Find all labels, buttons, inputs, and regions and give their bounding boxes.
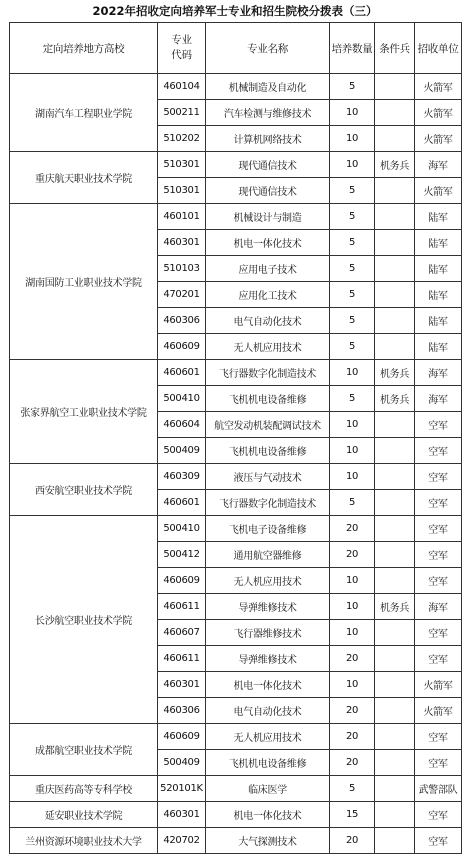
quota-cell: 5 [330, 282, 375, 308]
code-cell: 470201 [158, 282, 206, 308]
quota-cell: 5 [330, 334, 375, 360]
major-cell: 机电一体化技术 [206, 672, 330, 698]
code-cell: 510103 [158, 256, 206, 282]
code-cell: 500409 [158, 750, 206, 776]
code-cell: 460104 [158, 74, 206, 100]
unit-cell: 空军 [415, 724, 462, 750]
table-row [10, 74, 462, 100]
unit-cell: 空军 [415, 620, 462, 646]
quota-cell: 10 [330, 464, 375, 490]
code-cell: 510202 [158, 126, 206, 152]
code-cell: 460601 [158, 490, 206, 516]
quota-cell: 20 [330, 542, 375, 568]
major-cell: 飞行器维修技术 [206, 620, 330, 646]
unit-cell: 陆军 [415, 230, 462, 256]
table-body [10, 74, 462, 854]
quota-cell: 5 [330, 386, 375, 412]
major-cell: 飞行器数字化制造技术 [206, 490, 330, 516]
condition-cell [375, 74, 415, 100]
major-cell: 机电一体化技术 [206, 802, 330, 828]
quota-cell: 10 [330, 100, 375, 126]
condition-cell [375, 698, 415, 724]
code-cell: 460301 [158, 672, 206, 698]
major-cell: 大气探测技术 [206, 828, 330, 854]
unit-cell: 火箭军 [415, 698, 462, 724]
school-cell: 湖南国防工业职业技术学院 [10, 204, 158, 360]
table-row [10, 516, 462, 542]
condition-cell [375, 126, 415, 152]
major-cell: 飞机机电设备维修 [206, 750, 330, 776]
school-cell: 成都航空职业技术学院 [10, 724, 158, 776]
quota-cell: 10 [330, 438, 375, 464]
school-cell: 重庆医药高等专科学校 [10, 776, 158, 802]
quota-cell: 20 [330, 698, 375, 724]
quota-cell: 5 [330, 230, 375, 256]
condition-cell [375, 308, 415, 334]
school-cell: 长沙航空职业技术学院 [10, 516, 158, 724]
unit-cell: 空军 [415, 516, 462, 542]
unit-cell: 陆军 [415, 334, 462, 360]
code-cell: 460306 [158, 698, 206, 724]
header-major: 专业名称 [206, 23, 330, 74]
condition-cell [375, 776, 415, 802]
quota-cell: 5 [330, 74, 375, 100]
school-cell: 张家界航空工业职业技术学院 [10, 360, 158, 464]
quota-cell: 10 [330, 152, 375, 178]
code-cell: 460607 [158, 620, 206, 646]
code-cell: 460604 [158, 412, 206, 438]
major-cell: 无人机应用技术 [206, 724, 330, 750]
code-cell: 460309 [158, 464, 206, 490]
condition-cell [375, 490, 415, 516]
code-cell: 510301 [158, 152, 206, 178]
header-condition: 条件兵 [375, 23, 415, 74]
condition-cell [375, 750, 415, 776]
unit-cell: 火箭军 [415, 672, 462, 698]
condition-cell [375, 724, 415, 750]
code-cell: 500412 [158, 542, 206, 568]
major-cell: 应用化工技术 [206, 282, 330, 308]
major-cell: 无人机应用技术 [206, 334, 330, 360]
code-cell: 460611 [158, 646, 206, 672]
school-cell: 重庆航天职业技术学院 [10, 152, 158, 204]
unit-cell: 空军 [415, 646, 462, 672]
code-cell: 460601 [158, 360, 206, 386]
unit-cell: 海军 [415, 360, 462, 386]
quota-cell: 5 [330, 204, 375, 230]
code-cell: 520101K [158, 776, 206, 802]
table-row [10, 152, 462, 178]
major-cell: 导弹维修技术 [206, 646, 330, 672]
major-cell: 现代通信技术 [206, 152, 330, 178]
quota-cell: 5 [330, 490, 375, 516]
condition-cell [375, 438, 415, 464]
major-cell: 应用电子技术 [206, 256, 330, 282]
major-cell: 飞机电子设备维修 [206, 516, 330, 542]
quota-cell: 10 [330, 620, 375, 646]
code-cell: 460101 [158, 204, 206, 230]
school-cell: 延安职业技术学院 [10, 802, 158, 828]
school-cell: 西安航空职业技术学院 [10, 464, 158, 516]
header-quota: 培养数量 [330, 23, 375, 74]
condition-cell [375, 802, 415, 828]
header-code-line1: 专业 [171, 34, 192, 46]
quota-cell: 20 [330, 516, 375, 542]
header-row [10, 23, 462, 74]
condition-cell [375, 256, 415, 282]
condition-cell: 机务兵 [375, 386, 415, 412]
unit-cell: 武警部队 [415, 776, 462, 802]
unit-cell: 火箭军 [415, 178, 462, 204]
code-cell: 460609 [158, 724, 206, 750]
table-row [10, 802, 462, 828]
document-title: 2022年招收定向培养军士专业和招生院校分拨表（三） [92, 4, 378, 18]
quota-cell: 20 [330, 828, 375, 854]
unit-cell: 海军 [415, 152, 462, 178]
quota-cell: 10 [330, 672, 375, 698]
unit-cell: 火箭军 [415, 126, 462, 152]
condition-cell: 机务兵 [375, 594, 415, 620]
unit-cell: 空军 [415, 412, 462, 438]
quota-cell: 20 [330, 724, 375, 750]
unit-cell: 空军 [415, 802, 462, 828]
code-cell: 460301 [158, 230, 206, 256]
allocation-table [9, 22, 462, 854]
condition-cell [375, 412, 415, 438]
unit-cell: 空军 [415, 568, 462, 594]
header-unit: 招收单位 [415, 23, 462, 74]
major-cell: 通用航空器维修 [206, 542, 330, 568]
condition-cell [375, 542, 415, 568]
condition-cell [375, 568, 415, 594]
quota-cell: 10 [330, 360, 375, 386]
table-row [10, 828, 462, 854]
unit-cell: 火箭军 [415, 74, 462, 100]
unit-cell: 空军 [415, 828, 462, 854]
code-cell: 460301 [158, 802, 206, 828]
condition-cell [375, 672, 415, 698]
condition-cell [375, 646, 415, 672]
header-code [158, 23, 206, 74]
school-cell: 湖南汽车工程职业学院 [10, 74, 158, 152]
code-cell: 500211 [158, 100, 206, 126]
unit-cell: 海军 [415, 594, 462, 620]
table-row [10, 204, 462, 230]
condition-cell [375, 204, 415, 230]
major-cell: 现代通信技术 [206, 178, 330, 204]
major-cell: 汽车检测与维修技术 [206, 100, 330, 126]
major-cell: 飞行器数字化制造技术 [206, 360, 330, 386]
quota-cell: 20 [330, 646, 375, 672]
condition-cell: 机务兵 [375, 360, 415, 386]
code-cell: 500409 [158, 438, 206, 464]
header-code-line2: 代码 [171, 49, 192, 61]
school-cell: 兰州资源环境职业技术大学 [10, 828, 158, 854]
major-cell: 机械制造及自动化 [206, 74, 330, 100]
quota-cell: 5 [330, 178, 375, 204]
unit-cell: 空军 [415, 542, 462, 568]
quota-cell: 5 [330, 256, 375, 282]
code-cell: 460611 [158, 594, 206, 620]
unit-cell: 火箭军 [415, 100, 462, 126]
unit-cell: 陆军 [415, 308, 462, 334]
condition-cell [375, 464, 415, 490]
code-cell: 460306 [158, 308, 206, 334]
quota-cell: 5 [330, 308, 375, 334]
major-cell: 计算机网络技术 [206, 126, 330, 152]
major-cell: 航空发动机装配调试技术 [206, 412, 330, 438]
code-cell: 420702 [158, 828, 206, 854]
condition-cell: 机务兵 [375, 152, 415, 178]
quota-cell: 5 [330, 776, 375, 802]
code-cell: 500410 [158, 516, 206, 542]
table-row [10, 776, 462, 802]
unit-cell: 空军 [415, 464, 462, 490]
major-cell: 机电一体化技术 [206, 230, 330, 256]
table-row [10, 464, 462, 490]
major-cell: 电气自动化技术 [206, 308, 330, 334]
unit-cell: 海军 [415, 386, 462, 412]
code-cell: 500410 [158, 386, 206, 412]
unit-cell: 陆军 [415, 282, 462, 308]
major-cell: 无人机应用技术 [206, 568, 330, 594]
quota-cell: 10 [330, 568, 375, 594]
condition-cell [375, 828, 415, 854]
unit-cell: 陆军 [415, 256, 462, 282]
quota-cell: 15 [330, 802, 375, 828]
condition-cell [375, 178, 415, 204]
major-cell: 导弹维修技术 [206, 594, 330, 620]
quota-cell: 10 [330, 126, 375, 152]
major-cell: 液压与气动技术 [206, 464, 330, 490]
header-school: 定向培养地方高校 [10, 23, 158, 74]
condition-cell [375, 100, 415, 126]
code-cell: 460609 [158, 334, 206, 360]
unit-cell: 空军 [415, 490, 462, 516]
unit-cell: 陆军 [415, 204, 462, 230]
unit-cell: 空军 [415, 750, 462, 776]
table-row [10, 360, 462, 386]
quota-cell: 10 [330, 412, 375, 438]
major-cell: 飞机机电设备维修 [206, 386, 330, 412]
major-cell: 电气自动化技术 [206, 698, 330, 724]
code-cell: 510301 [158, 178, 206, 204]
quota-cell: 10 [330, 594, 375, 620]
unit-cell: 空军 [415, 438, 462, 464]
condition-cell [375, 282, 415, 308]
table-row [10, 724, 462, 750]
major-cell: 机械设计与制造 [206, 204, 330, 230]
condition-cell [375, 516, 415, 542]
condition-cell [375, 334, 415, 360]
condition-cell [375, 230, 415, 256]
code-cell: 460609 [158, 568, 206, 594]
major-cell: 飞机机电设备维修 [206, 438, 330, 464]
major-cell: 临床医学 [206, 776, 330, 802]
condition-cell [375, 620, 415, 646]
quota-cell: 20 [330, 750, 375, 776]
